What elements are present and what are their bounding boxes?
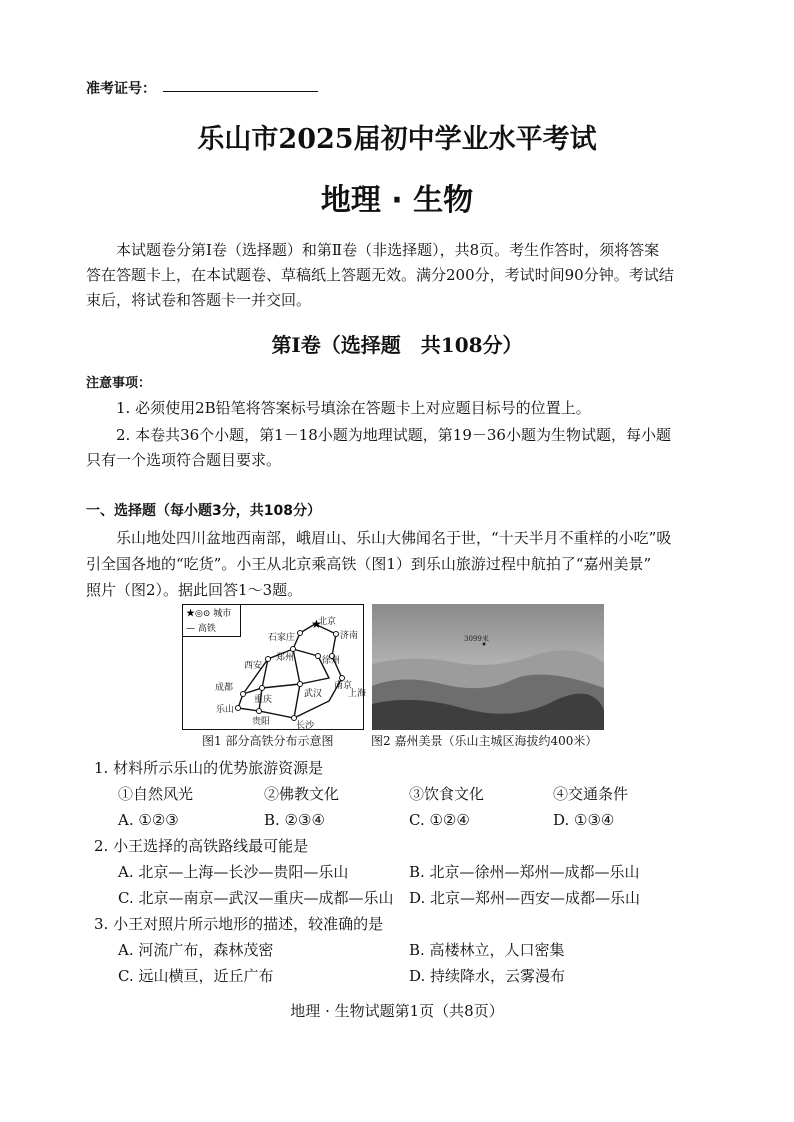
intro-line-1: 本试题卷分第Ⅰ卷（选择题）和第Ⅱ卷（非选择题），共8页。考生作答时，须将答案: [116, 241, 660, 259]
intro-line-2: 答在答题卡上，在本试题卷、草稿纸上答题无效。满分200分，考试时间90分钟。考试结: [86, 266, 674, 284]
q1-item-4: ④交通条件: [553, 785, 629, 803]
material-line-1: 乐山地处四川盆地西南部，峨眉山、乐山大佛闻名于世，“十天半月不重样的小吃”吸: [116, 529, 672, 547]
q1-option-b: B. ②③④: [264, 811, 325, 829]
city-label: 乐山: [216, 705, 235, 715]
city-label: 郑州: [276, 653, 295, 663]
city-label: 南京: [334, 681, 353, 691]
aerial-photo: [372, 604, 604, 730]
question-2-stem: 2. 小王选择的高铁路线最可能是: [94, 837, 309, 855]
city-label: 贵阳: [252, 717, 271, 727]
q2-option-b: B. 北京—徐州—郑州—成都—乐山: [409, 863, 640, 881]
part-title: 一、选择题（每小题3分，共108分）: [86, 503, 321, 519]
question-1-stem: 1. 材料所示乐山的优势旅游资源是: [94, 759, 324, 777]
figure1-caption: 图1 部分高铁分布示意图: [202, 734, 334, 748]
material-line-2: 引全国各地的“吃货”。小王从北京乘高铁（图1）到乐山旅游过程中航拍了“嘉州美景”: [86, 555, 652, 573]
q3-option-d: D. 持续降水，云雾漫布: [409, 967, 566, 985]
page-footer: 地理 · 生物试题第1页（共8页）: [290, 1002, 504, 1020]
star-icon: ★: [311, 617, 322, 631]
section-title: 第Ⅰ卷（选择题 共108分）: [271, 333, 523, 357]
q2-option-d: D. 北京—郑州—西安—成都—乐山: [409, 889, 641, 907]
notice-1: 1. 必须使用2B铅笔将答案标号填涂在答题卡上对应题目标号的位置上。: [116, 399, 591, 417]
q2-option-a: A. 北京—上海—长沙—贵阳—乐山: [118, 863, 349, 881]
subject-title: 地理 · 生物: [320, 183, 474, 218]
q3-option-a: A. 河流广布，森林茂密: [118, 941, 274, 959]
material-line-3: 照片（图2）。据此回答1～3题。: [86, 581, 303, 599]
city-label: 成都: [215, 683, 234, 693]
exam-id-label: 准考证号：: [86, 81, 156, 97]
rail-map-figure: [182, 604, 367, 731]
notice-2b: 只有一个选项符合题目要求。: [86, 451, 282, 469]
figure2-caption: 图2 嘉州美景（乐山主城区海拔约400米）: [371, 734, 598, 748]
notice-title: 注意事项：: [86, 376, 152, 391]
city-label: 上海: [348, 689, 367, 699]
q1-option-a: A. ①②③: [118, 811, 179, 829]
elevation-label: 3099米: [464, 635, 489, 643]
city-label: 石家庄: [268, 633, 296, 643]
legend-rail: — 高铁: [186, 624, 216, 634]
notice-2a: 2. 本卷共36个小题，第1－18小题为地理试题，第19－36小题为生物试题，每小题: [116, 426, 671, 444]
q1-option-d: D. ①③④: [553, 811, 615, 829]
legend-city: ★◎⊙ 城市: [186, 609, 232, 619]
q1-item-2: ②佛教文化: [264, 785, 340, 803]
q3-option-b: B. 高楼林立，人口密集: [409, 941, 565, 959]
city-label: 济南: [340, 631, 359, 641]
q1-item-1: ①自然风光: [118, 785, 194, 803]
city-label: 徐州: [322, 656, 341, 666]
intro-line-3: 束后，将试卷和答题卡一并交回。: [86, 291, 312, 309]
city-label: 武汉: [304, 689, 323, 699]
q3-option-c: C. 远山横亘，近丘广布: [118, 967, 274, 985]
city-label: 长沙: [296, 721, 315, 731]
city-label: 重庆: [254, 695, 273, 705]
question-3-stem: 3. 小王对照片所示地形的描述，较准确的是: [94, 915, 384, 933]
q1-option-c: C. ①②④: [409, 811, 470, 829]
exam-title: 乐山市2025届初中学业水平考试: [197, 124, 597, 155]
q1-item-3: ③饮食文化: [409, 785, 485, 803]
q2-option-c: C. 北京—南京—武汉—重庆—成都—乐山: [118, 889, 394, 907]
city-label: 西安: [244, 661, 263, 671]
city-label: 北京: [318, 617, 337, 627]
exam-id-blank: [163, 91, 318, 92]
